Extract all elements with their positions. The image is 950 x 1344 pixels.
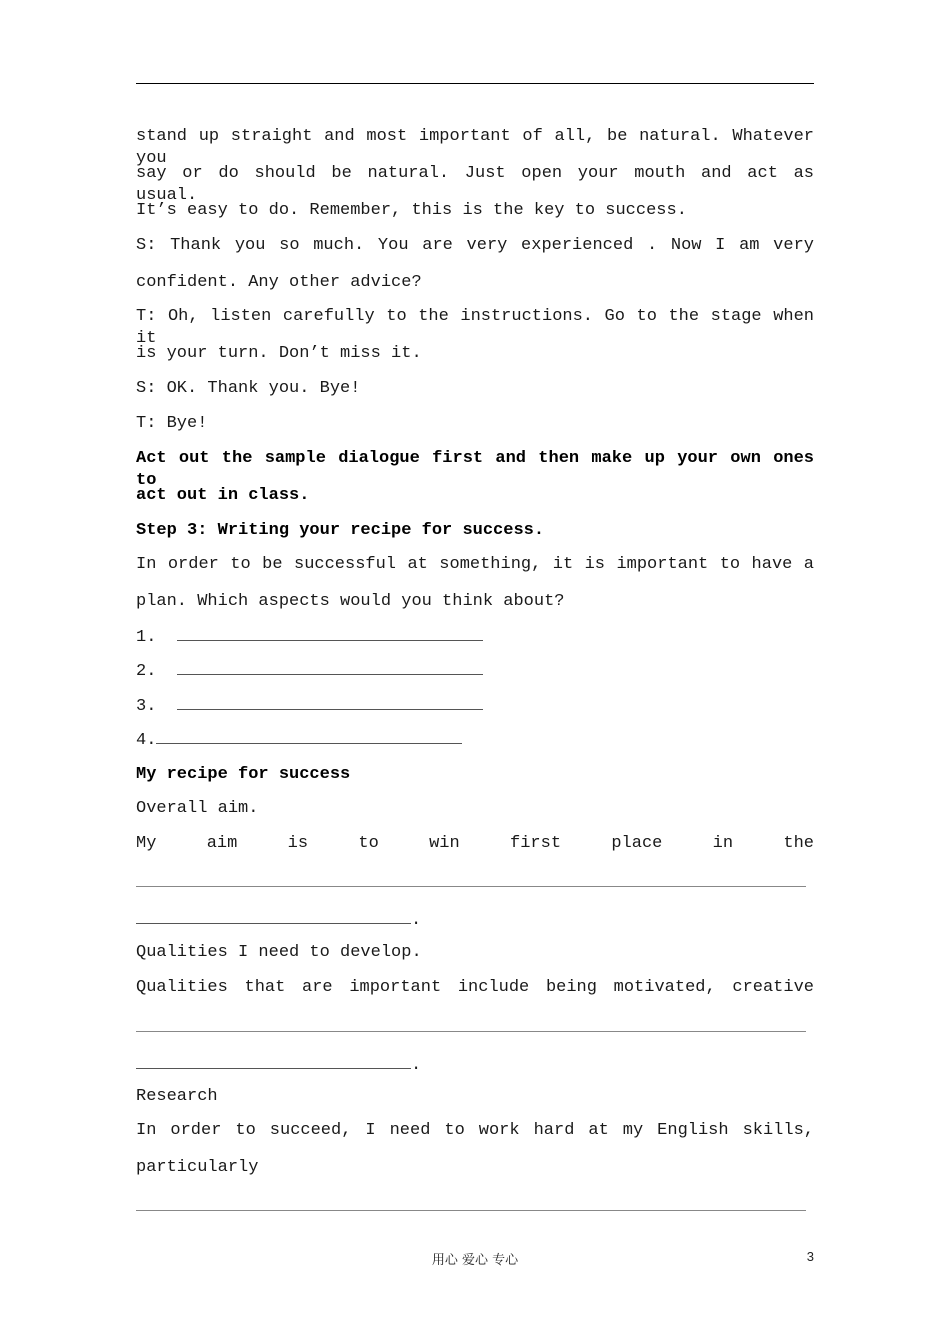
aspect-blank[interactable] bbox=[177, 626, 483, 641]
aim-blank-line[interactable] bbox=[136, 886, 806, 887]
aim-label: Overall aim. bbox=[136, 799, 259, 818]
dialogue-line: T: Bye! bbox=[136, 414, 208, 433]
aspect-item-1 bbox=[136, 626, 814, 649]
research-blank-line[interactable] bbox=[136, 1210, 806, 1211]
research-text: particularly bbox=[136, 1158, 259, 1177]
aspect-number: 2. bbox=[136, 662, 157, 681]
period: . bbox=[411, 911, 422, 930]
aim-blank-end bbox=[136, 910, 814, 932]
qualities-text: Qualities that are important include being motivated, creative bbox=[136, 978, 814, 997]
step3-intro: In order to be successful at something, it is important to have a bbox=[136, 555, 814, 574]
aspect-number: 3. bbox=[136, 697, 157, 716]
aim-blank-short[interactable] bbox=[136, 909, 411, 924]
aspect-item-3 bbox=[136, 695, 814, 718]
header-rule bbox=[136, 83, 814, 84]
period: . bbox=[411, 1056, 422, 1075]
qualities-blank-line[interactable] bbox=[136, 1031, 806, 1032]
instruction-line: Act out the sample dialogue first and then make up your own ones to bbox=[136, 449, 814, 490]
qualities-label: Qualities I need to develop. bbox=[136, 943, 422, 962]
dialogue-line: S: Thank you so much. You are very experienced . Now I am very bbox=[136, 236, 814, 255]
step3-intro: plan. Which aspects would you think about? bbox=[136, 592, 565, 611]
dialogue-line: T: Oh, listen carefully to the instructions. Go to the stage when it bbox=[136, 307, 814, 348]
aspect-blank[interactable] bbox=[156, 729, 462, 744]
step3-heading: Step 3: Writing your recipe for success. bbox=[136, 521, 545, 540]
aspect-number: 4. bbox=[136, 731, 157, 750]
dialogue-line: It’s easy to do. Remember, this is the key to success. bbox=[136, 201, 687, 220]
qualities-blank-short[interactable] bbox=[136, 1054, 411, 1069]
dialogue-line: confident. Any other advice? bbox=[136, 273, 422, 292]
aspect-item-2 bbox=[136, 660, 814, 683]
aim-text: My aim is to win first place in the bbox=[136, 834, 814, 853]
aspect-blank[interactable] bbox=[177, 695, 483, 710]
recipe-heading: My recipe for success bbox=[136, 765, 351, 784]
dialogue-line: is your turn. Don’t miss it. bbox=[136, 344, 422, 363]
aspect-number: 1. bbox=[136, 628, 157, 647]
aspect-item-4 bbox=[136, 729, 814, 752]
research-label: Research bbox=[136, 1087, 218, 1106]
instruction-line: act out in class. bbox=[136, 486, 310, 505]
research-text: In order to succeed, I need to work hard at my English skills, bbox=[136, 1121, 814, 1140]
footer-motto: 用心 爱心 专心 bbox=[431, 1253, 519, 1268]
dialogue-line: S: OK. Thank you. Bye! bbox=[136, 379, 361, 398]
page-number: 3 bbox=[806, 1249, 814, 1264]
dialogue-line: stand up straight and most important of all, be natural. Whatever you bbox=[136, 127, 814, 168]
aspect-blank[interactable] bbox=[177, 660, 483, 675]
qualities-blank-end bbox=[136, 1054, 814, 1077]
dialogue-line: say or do should be natural. Just open your mouth and act as usual. bbox=[136, 164, 814, 205]
